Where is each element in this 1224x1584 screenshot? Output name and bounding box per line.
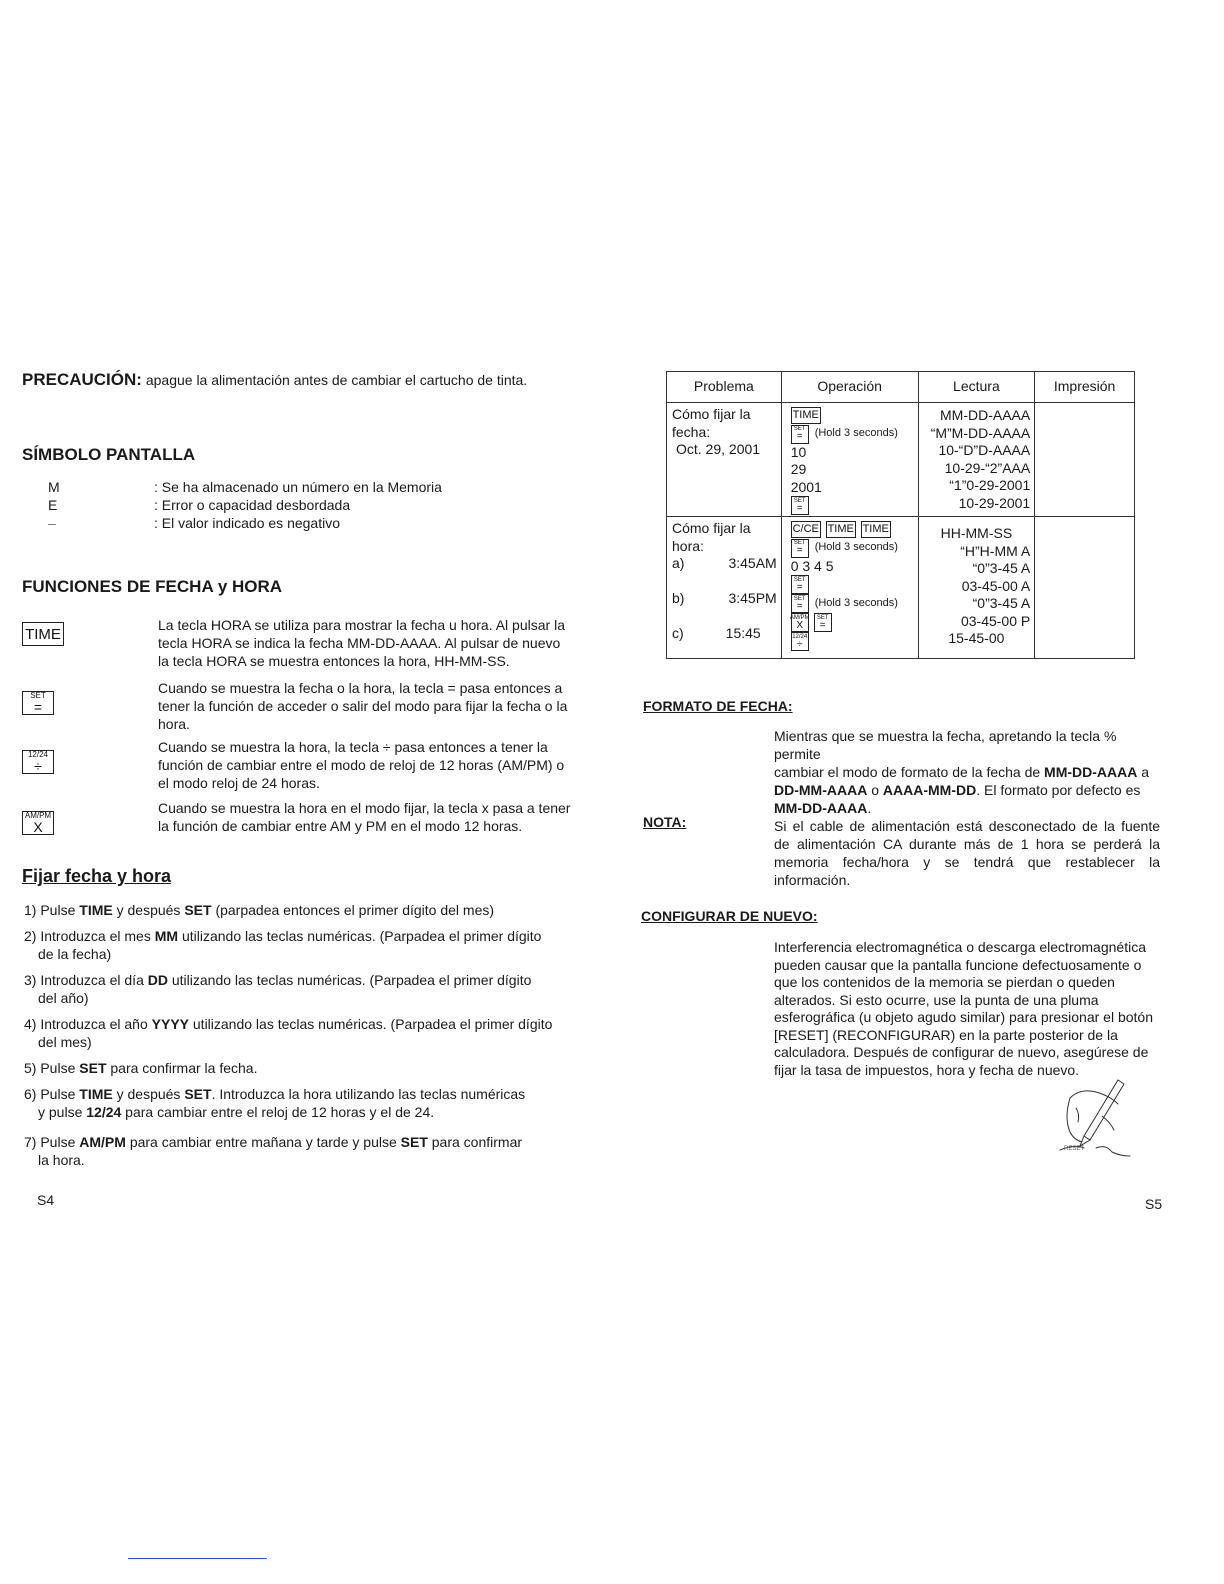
set-key-bottom: = [796, 431, 803, 442]
symbol-row [48, 496, 442, 514]
time-print-cell [1035, 517, 1135, 659]
symbol-desc: : Se ha almacenado un número en la Memoria [154, 479, 442, 495]
step-key: SET [79, 1060, 107, 1076]
text-line: [RESET] (RECONFIGURAR) en la parte posterior de la [774, 1026, 1118, 1043]
text-line: memoria fecha/hora y se tendrá que restablecer la [774, 854, 1160, 870]
set-key-bottom: = [796, 545, 803, 556]
step-key: SET [184, 902, 212, 918]
time-key-icon: TIME [861, 521, 891, 538]
case-label: a) [672, 555, 685, 571]
date-print-cell [1035, 403, 1135, 517]
step-text: Pulse [40, 1060, 80, 1076]
hand-pen-icon [1040, 1078, 1132, 1160]
set-key-icon [791, 594, 809, 613]
date-format-heading: FORMATO DE FECHA: [643, 698, 793, 714]
time-key-icon: TIME [826, 521, 856, 538]
digit-entry: 0 3 4 5 [790, 557, 834, 574]
set-key-top: SET [793, 595, 806, 602]
digit-entry: 2001 [790, 478, 822, 495]
1224-key-top: 12/24 [792, 633, 808, 640]
step-continuation: del año) [38, 990, 89, 1006]
1224-key-bottom: ÷ [34, 758, 42, 774]
step-text: utilizando las teclas numéricas. (Parpadea el primer dígito [178, 928, 542, 944]
reset-heading: CONFIGURAR DE NUEVO: [641, 908, 818, 924]
step-text: utilizando las teclas numéricas. (Parpadea el primer dígito [167, 972, 532, 988]
symbol-desc: : El valor indicado es negativo [154, 515, 340, 531]
desc-line: Cuando se muestra la fecha o la hora, la tecla = pasa entonces a [158, 680, 563, 696]
step-key: SET [400, 1134, 428, 1150]
symbol-row [48, 514, 442, 532]
reading: 10-29-“2”AAA [944, 459, 1031, 476]
step-number: 6) [24, 1086, 37, 1102]
set-key-top: SET [793, 576, 806, 583]
desc-line: Cuando se muestra la hora, la tecla ÷ pasa entonces a tener la [158, 739, 548, 755]
note-heading: NOTA: [643, 814, 687, 830]
step-key: TIME [79, 1086, 113, 1102]
case-label: c) [672, 625, 684, 641]
problem-line: Oct. 29, 2001 [676, 441, 761, 457]
set-key-description [158, 679, 583, 733]
reading: “0”3-45 A [972, 560, 1031, 576]
reading: 10-“D”D-AAAA [938, 442, 1031, 458]
symbol-desc: : Error o capacidad desbordada [154, 497, 351, 513]
page-number-left: S4 [37, 1192, 55, 1208]
step-continuation: la hora. [38, 1152, 85, 1168]
reading: 03-45-00 A [961, 577, 1031, 594]
format-code: AAAA-MM-DD [882, 782, 977, 798]
time-reading-cell [918, 517, 1035, 659]
table-row-time [667, 517, 1135, 659]
table-header-row [667, 372, 1135, 403]
1224-key-icon [791, 632, 809, 651]
step-key: YYYY [151, 1016, 189, 1032]
format-code: MM-DD-AAAA [1044, 764, 1138, 780]
case-value: 3:45PM [728, 590, 777, 606]
text-part: . El formato por defecto es [976, 782, 1141, 798]
text-line: Si el cable de alimentación está desconectado de la fuente [774, 818, 1160, 834]
set-key-bottom: = [796, 502, 803, 514]
ampm-key-description [158, 799, 583, 835]
case-b [672, 590, 777, 625]
symbol: M [48, 479, 60, 495]
hold-note: (Hold 3 seconds) [814, 427, 898, 440]
ampm-key-top: AM/PM [789, 614, 810, 621]
problem-line: Cómo fijar la [672, 406, 751, 422]
set-key-icon [791, 575, 809, 594]
set-key-bottom: = [33, 699, 43, 715]
desc-line: función de cambiar entre el modo de reloj de 12 horas (AM/PM) o [158, 757, 565, 773]
ampm-key-icon [22, 805, 54, 835]
reading: 10-29-2001 [958, 494, 1031, 511]
step-text: y después [112, 902, 185, 918]
text-part: . [867, 800, 872, 816]
set-key-icon [22, 685, 54, 715]
step-text: y pulse [38, 1104, 87, 1120]
header-problema: Problema [667, 372, 782, 403]
step-number: 7) [24, 1134, 37, 1150]
caution-line [22, 370, 527, 390]
set-datetime-heading: Fijar fecha y hora [22, 866, 172, 886]
text-line: Mientras que se muestra la fecha, apretando la tecla % permite [774, 728, 1117, 762]
text-line: que los contenidos de la memoria se pierdan o queden [774, 974, 1115, 990]
step-text: (parpadea entonces el primer dígito del mes) [211, 902, 495, 918]
header-impresion: Impresión [1035, 372, 1135, 403]
reading: “0”3-45 A [972, 595, 1031, 611]
desc-line: Cuando se muestra la hora en el modo fijar, la tecla x pasa a tener [158, 800, 571, 816]
problem-line: hora: [672, 537, 704, 554]
step-text: Introduzca el año [40, 1016, 152, 1032]
reading: 15-45-00 [948, 630, 1005, 646]
text-part: cambiar el modo de formato de la fecha de [774, 764, 1045, 780]
step-number: 1) [24, 902, 37, 918]
hold-note: (Hold 3 seconds) [814, 541, 898, 554]
reading: “M”M-DD-AAAA [930, 424, 1031, 441]
step-key: TIME [79, 902, 113, 918]
text-line: de alimentación CA durante más de 1 hora se perderá la [774, 836, 1160, 852]
step-1 [24, 901, 584, 919]
step-text: Introduzca el día [40, 972, 148, 988]
1224-key-bottom: ÷ [796, 638, 803, 650]
time-problem-cell [667, 517, 782, 659]
reading: HH-MM-SS [940, 525, 1013, 541]
set-key-icon [791, 539, 809, 558]
text-part: o [867, 782, 883, 798]
text-line: alterados. Si esto ocurre, use la punta de una pluma [774, 991, 1099, 1008]
problem-line: fecha: [672, 423, 711, 440]
date-format-text [774, 727, 1166, 817]
cce-key-icon: C/CE [791, 521, 821, 538]
1224-key-top: 12/24 [27, 750, 49, 759]
step-text: Pulse [40, 1086, 80, 1102]
step-3 [24, 971, 584, 1007]
set-key-top: SET [793, 540, 806, 546]
set-key-top: SET [816, 614, 829, 621]
step-text: para confirmar la fecha. [106, 1060, 258, 1076]
step-number: 3) [24, 972, 37, 988]
step-key: SET [184, 1086, 212, 1102]
set-key-bottom: = [819, 619, 826, 631]
format-code: DD-MM-AAAA [774, 782, 868, 798]
text-part: a [1137, 764, 1150, 780]
set-key-icon [791, 496, 809, 515]
set-key-top: SET [793, 426, 806, 432]
hold-note: (Hold 3 seconds) [814, 596, 898, 609]
step-6 [24, 1085, 584, 1121]
functions-heading: FUNCIONES DE FECHA y HORA [22, 577, 283, 596]
step-text: y después [112, 1086, 185, 1102]
step-text: para confirmar [427, 1134, 523, 1150]
ampm-key-icon [791, 613, 809, 632]
text-line: fijar la tasa de impuestos, hora y fecha de nuevo. [774, 1061, 1080, 1078]
step-continuation: de la fecha) [38, 946, 112, 962]
display-symbols-list [48, 478, 442, 532]
step-5 [24, 1059, 584, 1077]
step-text: para cambiar entre el reloj de 12 horas y el de 24. [121, 1104, 435, 1120]
case-value: 15:45 [725, 625, 761, 641]
step-key: AM/PM [79, 1134, 126, 1150]
desc-line: la función de cambiar entre AM y PM en el modo 12 horas. [158, 818, 523, 834]
text-line [774, 763, 1166, 781]
step-text: utilizando las teclas numéricas. (Parpadea el primer dígito [189, 1016, 553, 1032]
table-row-date [667, 403, 1135, 517]
case-label: b) [672, 590, 685, 606]
time-key-icon: TIME [791, 407, 821, 424]
text-line: calculadora. Después de configurar de nuevo, asegúrese de [774, 1044, 1149, 1060]
header-operacion: Operación [781, 372, 918, 403]
caution-label: PRECAUCIÓN: [22, 370, 142, 389]
1224-key-icon [22, 744, 54, 774]
case-c [672, 625, 777, 643]
header-lectura: Lectura [918, 372, 1035, 403]
text-line: Interferencia electromagnética o descarga electromagnética [774, 939, 1146, 955]
set-key-top: SET [793, 497, 806, 504]
step-continuation [24, 1103, 584, 1121]
bottom-rule [128, 1558, 267, 1559]
step-number: 5) [24, 1060, 37, 1076]
step-text: . Introduzca la hora utilizando las teclas numéricas [211, 1086, 526, 1102]
step-text: para cambiar entre mañana y tarde y pulse [125, 1134, 401, 1150]
reading: “1”0-29-2001 [949, 477, 1031, 493]
step-text: Introduzca el mes [40, 928, 155, 944]
set-key-icon [791, 425, 809, 444]
time-operation-cell [781, 517, 918, 659]
date-operation-cell [781, 403, 918, 517]
text-line [774, 781, 1166, 799]
1224-key-description [158, 738, 583, 792]
reset-illustration-label: RESET [1064, 1146, 1085, 1152]
time-key-description [158, 616, 583, 670]
symbol: E [48, 497, 58, 513]
note-text [774, 817, 1160, 889]
desc-line: tecla HORA se indica la fecha MM-DD-AAAA. Al pulsar de nuevo [158, 635, 561, 651]
steps-list [24, 901, 584, 1169]
text-line: pueden causar que la pantalla funcione defectuosamente o [774, 956, 1142, 973]
step-continuation: del mes) [38, 1034, 92, 1050]
reset-pen-illustration [1040, 1078, 1132, 1160]
set-key-icon [814, 613, 832, 632]
display-symbols-heading: SÍMBOLO PANTALLA [22, 445, 196, 464]
operations-table [666, 371, 1135, 659]
desc-line: el modo reloj de 24 horas. [158, 775, 320, 791]
set-key-bottom: = [796, 600, 803, 612]
symbol: – [48, 515, 56, 531]
date-reading-cell [918, 403, 1035, 517]
desc-line: la tecla HORA se muestra entonces la hora, HH-MM-SS. [158, 653, 510, 669]
date-problem-cell [667, 403, 782, 517]
step-key: DD [147, 972, 168, 988]
case-a [672, 555, 777, 590]
text-line [774, 799, 1166, 817]
reading: “H”H-MM A [960, 542, 1031, 559]
step-key: MM [154, 928, 179, 944]
caution-text: apague la alimentación antes de cambiar el cartucho de tinta. [145, 372, 528, 388]
problem-line: Cómo fijar la [672, 520, 751, 536]
text-line: información. [774, 872, 851, 888]
ampm-key-top: AM/PM [24, 811, 52, 820]
reset-text [774, 939, 1174, 1079]
set-key-top: SET [30, 691, 46, 700]
step-text: Pulse [40, 902, 80, 918]
step-text: Pulse [40, 1134, 80, 1150]
format-code: MM-DD-AAAA [774, 800, 868, 816]
time-key-label: TIME [22, 622, 64, 646]
desc-line: La tecla HORA se utiliza para mostrar la fecha u hora. Al pulsar la [158, 617, 565, 633]
step-7 [24, 1133, 584, 1169]
ampm-key-bottom: X [33, 819, 43, 835]
case-value: 3:45AM [728, 555, 777, 571]
page-number-right: S5 [1145, 1196, 1163, 1212]
step-number: 2) [24, 928, 37, 944]
time-key-icon [22, 622, 64, 646]
desc-line: hora. [158, 716, 190, 732]
step-4 [24, 1015, 584, 1051]
digit-entry: 10 [790, 443, 807, 460]
set-key-bottom: = [796, 581, 803, 593]
digit-entry: 29 [790, 461, 807, 477]
text-line: esferográfica (u objeto agudo similar) para presionar el botón [774, 1009, 1153, 1025]
step-2 [24, 927, 584, 963]
symbol-row [48, 478, 442, 496]
ampm-key-bottom: X [796, 619, 804, 631]
step-key: 12/24 [86, 1104, 122, 1120]
step-number: 4) [24, 1016, 37, 1032]
desc-line: tener la función de acceder o salir del modo para fijar la fecha o la [158, 698, 568, 714]
reading: MM-DD-AAAA [940, 407, 1031, 423]
reading: 03-45-00 P [960, 612, 1031, 629]
